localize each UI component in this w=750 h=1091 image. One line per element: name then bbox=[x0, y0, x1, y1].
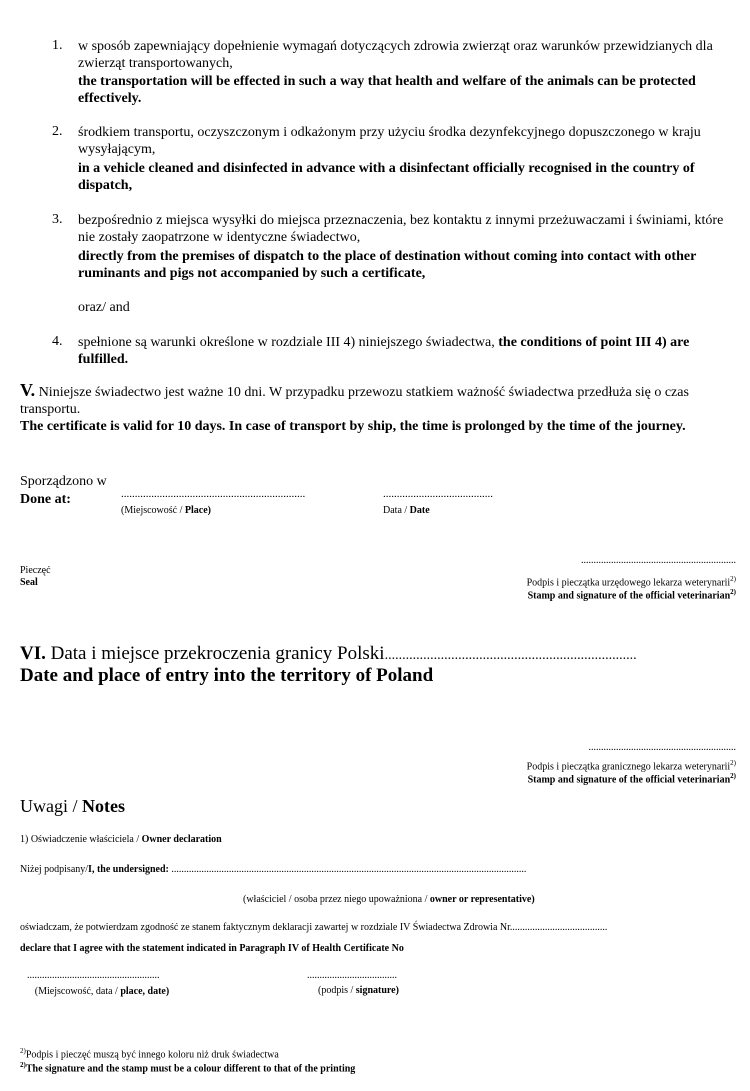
item-text-pl: w sposób zapewniający dopełnienie wymagań dotyczących zdrowia zwierząt oraz warunków przewidzianych dla zwierząt transportowanych, bbox=[78, 39, 713, 71]
footnote-ref: 2) bbox=[730, 772, 736, 780]
oraz-and bbox=[78, 300, 130, 316]
section-vi-line: ........................................................................ bbox=[384, 648, 637, 663]
owner-declaration-heading bbox=[20, 834, 222, 845]
section-v-roman: V. bbox=[20, 380, 36, 400]
owner-declaration-en: Owner declaration bbox=[141, 834, 222, 845]
item-text-en: in a vehicle cleaned and disinfected in advance with a disinfectant officially recognised in the country of dispatch, bbox=[78, 161, 695, 193]
footnote-ref: 2) bbox=[730, 588, 736, 596]
item-1 bbox=[0, 36, 750, 116]
item-number: 2. bbox=[52, 124, 63, 139]
notes-place-caption bbox=[27, 985, 177, 998]
vet-signature-en-text: Stamp and signature of the official veterinarian bbox=[527, 590, 731, 602]
representative-caption-pl: (właściciel / osoba przez niego upoważniona / bbox=[243, 894, 428, 905]
notes-signature-caption-en: signature) bbox=[355, 985, 399, 996]
footnote-ref: 2) bbox=[730, 575, 736, 583]
item-text-pl: spełnione są warunki określone w rozdziale III 4) niniejszego świadectwa, bbox=[78, 335, 495, 350]
vet-signature-line: .............................................................. bbox=[581, 555, 736, 566]
date-caption-en: Date bbox=[409, 505, 430, 516]
representative-caption bbox=[243, 894, 535, 905]
oraz-text: oraz/ and bbox=[78, 300, 130, 315]
done-at-pl: Sporządzono w bbox=[20, 474, 107, 489]
footnote-en bbox=[20, 1061, 355, 1074]
vet-signature-en bbox=[528, 586, 736, 602]
notes-place-caption-pl: (Miejscowość, data / bbox=[34, 986, 118, 997]
item-text bbox=[78, 334, 742, 368]
footnote-ref: 2) bbox=[730, 759, 736, 767]
item-3 bbox=[0, 210, 750, 290]
section-v-pl bbox=[20, 382, 736, 418]
border-vet-signature-en bbox=[528, 770, 736, 786]
place-caption bbox=[121, 505, 211, 516]
undersigned-line bbox=[20, 864, 526, 875]
notes-title bbox=[20, 796, 125, 817]
undersigned-en: I, the undersigned: bbox=[88, 864, 169, 875]
owner-declaration-pl: 1) Oświadczenie właściciela / bbox=[20, 834, 140, 845]
section-v bbox=[20, 382, 736, 435]
date-caption bbox=[383, 505, 430, 516]
place-caption-pl: (Miejscowość / bbox=[121, 505, 183, 516]
representative-caption-en: owner or representative) bbox=[429, 894, 535, 905]
footnote-marker: 2) bbox=[20, 1047, 26, 1055]
footnote-pl-text: Podpis i pieczęć muszą być innego koloru niż druk świadectwa bbox=[25, 1049, 279, 1061]
border-vet-signature-en-text: Stamp and signature of the official veterinarian bbox=[527, 774, 731, 786]
vet-signature-pl-text: Podpis i pieczątka urzędowego lekarza weterynarii bbox=[526, 577, 731, 589]
section-v-pl-text: Niniejsze świadectwo jest ważne 10 dni. W przypadku przewozu statkiem ważność świadectwa przedłuża się o czas transportu. bbox=[20, 385, 689, 417]
notes-signature-line: .................................... bbox=[307, 970, 397, 981]
section-v-en: The certificate is valid for 10 days. In case of transport by ship, the time is prolonged by the time of the journey. bbox=[20, 419, 686, 434]
seal-pl: Pieczęć bbox=[20, 565, 51, 576]
item-text-pl: bezpośrednio z miejsca wysyłki do miejsca przeznaczenia, bez kontaktu z innymi przeżuwaczami i świniami, które nie zostały zaopatrzone w identyczne świadectwo, bbox=[78, 213, 724, 245]
item-text-en: the transportation will be effected in such a way that health and welfare of the animals can be protected effectively. bbox=[78, 74, 696, 106]
item-text-en: directly from the premises of dispatch to the place of destination without coming into contact with other ruminants and pigs not accompanied by such a certificate, bbox=[78, 249, 697, 281]
notes-signature-caption-pl: (podpis / bbox=[318, 985, 354, 996]
undersigned-pl: Niżej podpisany/ bbox=[20, 864, 89, 875]
section-vi-pl-text: Data i miejsce przekroczenia granicy Polski bbox=[50, 643, 385, 664]
declare-pl: oświadczam, że potwierdzam zgodność ze stanem faktycznym deklaracji zawartej w rozdziale IV Świadectwa Zdrowia Nr bbox=[20, 922, 510, 933]
notes-title-en: Notes bbox=[82, 796, 125, 816]
footnote-en-text: The signature and the stamp must be a colour different to that of the printing bbox=[25, 1063, 356, 1075]
done-at-en: Done at: bbox=[20, 492, 71, 507]
section-vi-en: Date and place of entry into the territory of Poland bbox=[20, 665, 434, 686]
footnote-pl bbox=[20, 1047, 279, 1060]
declare-pl-line bbox=[20, 922, 607, 933]
notes-signature-caption bbox=[318, 985, 399, 996]
section-vi-roman: VI. bbox=[20, 643, 46, 664]
seal-en: Seal bbox=[20, 577, 38, 588]
place-caption-en: Place) bbox=[184, 505, 211, 516]
place-line: ................................................................... bbox=[121, 488, 306, 500]
item-text-pl: środkiem transportu, oczyszczonym i odkażonym przy użyciu środka dezynfekcyjnego dopuszczonego w kraju wysyłającym, bbox=[78, 125, 701, 157]
item-2 bbox=[0, 122, 750, 202]
section-vi-pl bbox=[20, 643, 637, 665]
item-text-en: the conditions of point III 4) are fulfilled. bbox=[78, 335, 690, 367]
border-vet-signature-line: ........................................................... bbox=[588, 742, 736, 753]
notes-title-pl: Uwagi / bbox=[20, 796, 78, 816]
date-line: ........................................ bbox=[383, 488, 493, 500]
notes-place-line: ..................................................... bbox=[27, 970, 160, 981]
undersigned-field: .............................................................................................................................................. bbox=[171, 864, 527, 875]
item-number: 4. bbox=[52, 334, 63, 349]
item-4 bbox=[0, 332, 750, 372]
date-caption-pl: Data / bbox=[383, 505, 408, 516]
certificate-number-field: ....................................... bbox=[509, 922, 608, 933]
declare-en: declare that I agree with the statement indicated in Paragraph IV of Health Certificate No bbox=[20, 943, 404, 954]
item-number: 3. bbox=[52, 212, 63, 227]
border-vet-signature-pl-text: Podpis i pieczątka granicznego lekarza weterynarii bbox=[526, 761, 731, 773]
notes-place-caption-en: place, date) bbox=[120, 986, 170, 997]
footnote-marker: 2) bbox=[20, 1061, 26, 1069]
item-number: 1. bbox=[52, 38, 63, 53]
